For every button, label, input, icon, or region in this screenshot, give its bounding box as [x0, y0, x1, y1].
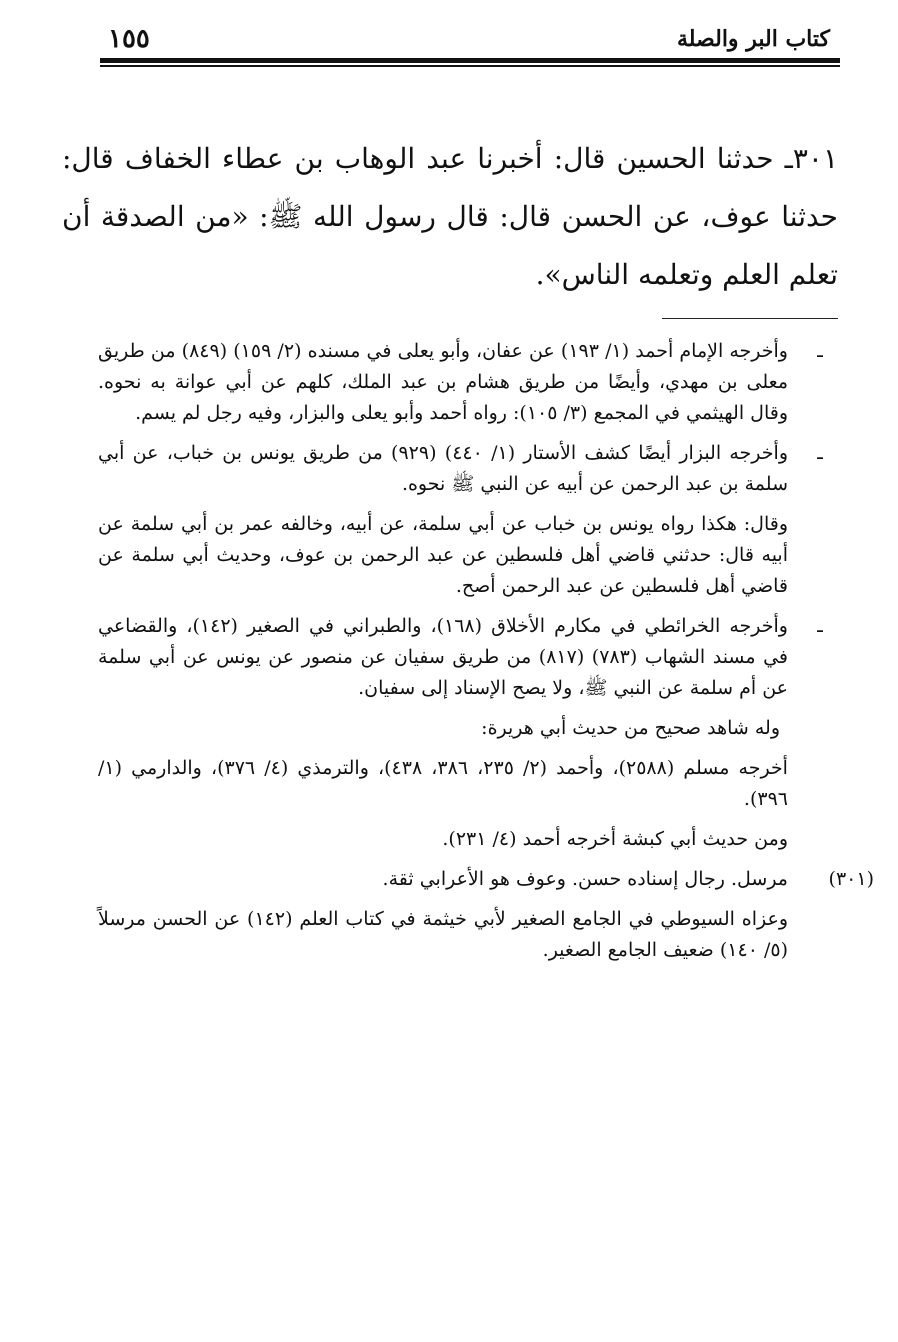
hadith-number: ٣٠١ـ	[784, 142, 838, 175]
footnote-paragraph: أخرجه مسلم (٢٥٨٨)، وأحمد (٢/ ٢٣٥، ٣٨٦، ٤٣٨)، والترمذي (٤/ ٣٧٦)، والدارمي (١/ ٣٩٦).	[98, 757, 788, 810]
page-number: ١٥٥	[108, 24, 150, 54]
chapter-title: كتاب البر والصلة	[676, 26, 830, 52]
footnote-text: وأخرجه الخرائطي في مكارم الأخلاق (١٦٨)، والطبراني في الصغير (١٤٢)، والقضاعي في مسند الشهاب (٧٨٣) (٨١٧) من طريق سفيان عن منصور عن يونس عن أبي سلمة عن أم سلمة عن النبي ﷺ، ولا يصح الإسناد إلى سفيان.	[98, 615, 788, 699]
footnotes	[98, 336, 874, 975]
header-rule-thin	[100, 65, 840, 67]
footnote-text: وأخرجه الإمام أحمد (١/ ١٩٣) عن عفان، وأبو يعلى في مسنده (٢/ ١٥٩) (٨٤٩) من طريق معلى بن مهدي، وأيضًا من طريق هشام بن عبد الملك، كلهم عن أبي عوانة به نحوه. وقال الهيثمي في المجمع (٣/ ١٠٥): رواه أحمد وأبو يعلى والبزار، وفيه رجل لم يسم.	[98, 340, 788, 424]
footnote-paragraph: وعزاه السيوطي في الجامع الصغير لأبي خيثمة في كتاب العلم (١٤٢) عن الحسن مرسلاً (٥/ ١٤٠) ضعيف الجامع الصغير.	[98, 908, 788, 961]
footnote-item	[98, 336, 836, 429]
footnote-separator	[662, 318, 838, 319]
header-rule-thick	[100, 58, 840, 63]
reference-note	[98, 864, 874, 895]
bullet-dash: ـ	[817, 615, 823, 637]
running-header	[100, 22, 838, 60]
reference-number: (٣٠١)	[828, 868, 874, 890]
footnote-paragraph: وقال: هكذا رواه يونس بن خباب عن أبي سلمة، عن أبيه، وخالفه عمر بن أبي سلمة عن أبيه قال: حدثني قاضي أهل فلسطين عن عبد الرحمن بن عوف، وحديث أبي سلمة عن قاضي أهل فلسطين عن عبد الرحمن أصح.	[98, 513, 788, 597]
hadith-body: حدثنا الحسين قال: أخبرنا عبد الوهاب بن عطاء الخفاف قال: حدثنا عوف، عن الحسن قال: قال رسول الله ﷺ: «من الصدقة أن تعلم العلم وتعلمه الناس».	[62, 142, 838, 291]
footnote-text: وأخرجه البزار أيضًا كشف الأستار (١/ ٤٤٠) (٩٢٩) من طريق يونس بن خباب، عن أبي سلمة بن عبد الرحمن عن أبيه عن النبي ﷺ نحوه.	[98, 442, 788, 495]
footnote-item	[98, 438, 836, 500]
hadith-text	[62, 130, 838, 304]
bullet-dash: ـ	[817, 340, 823, 362]
footnote-paragraph: وله شاهد صحيح من حديث أبي هريرة:	[481, 717, 780, 739]
footnote-paragraph: ومن حديث أبي كبشة أخرجه أحمد (٤/ ٢٣١).	[442, 828, 788, 850]
bullet-dash: ـ	[817, 442, 823, 464]
reference-text: مرسل. رجال إسناده حسن. وعوف هو الأعرابي ثقة.	[382, 868, 788, 890]
footnote-item	[98, 611, 836, 704]
